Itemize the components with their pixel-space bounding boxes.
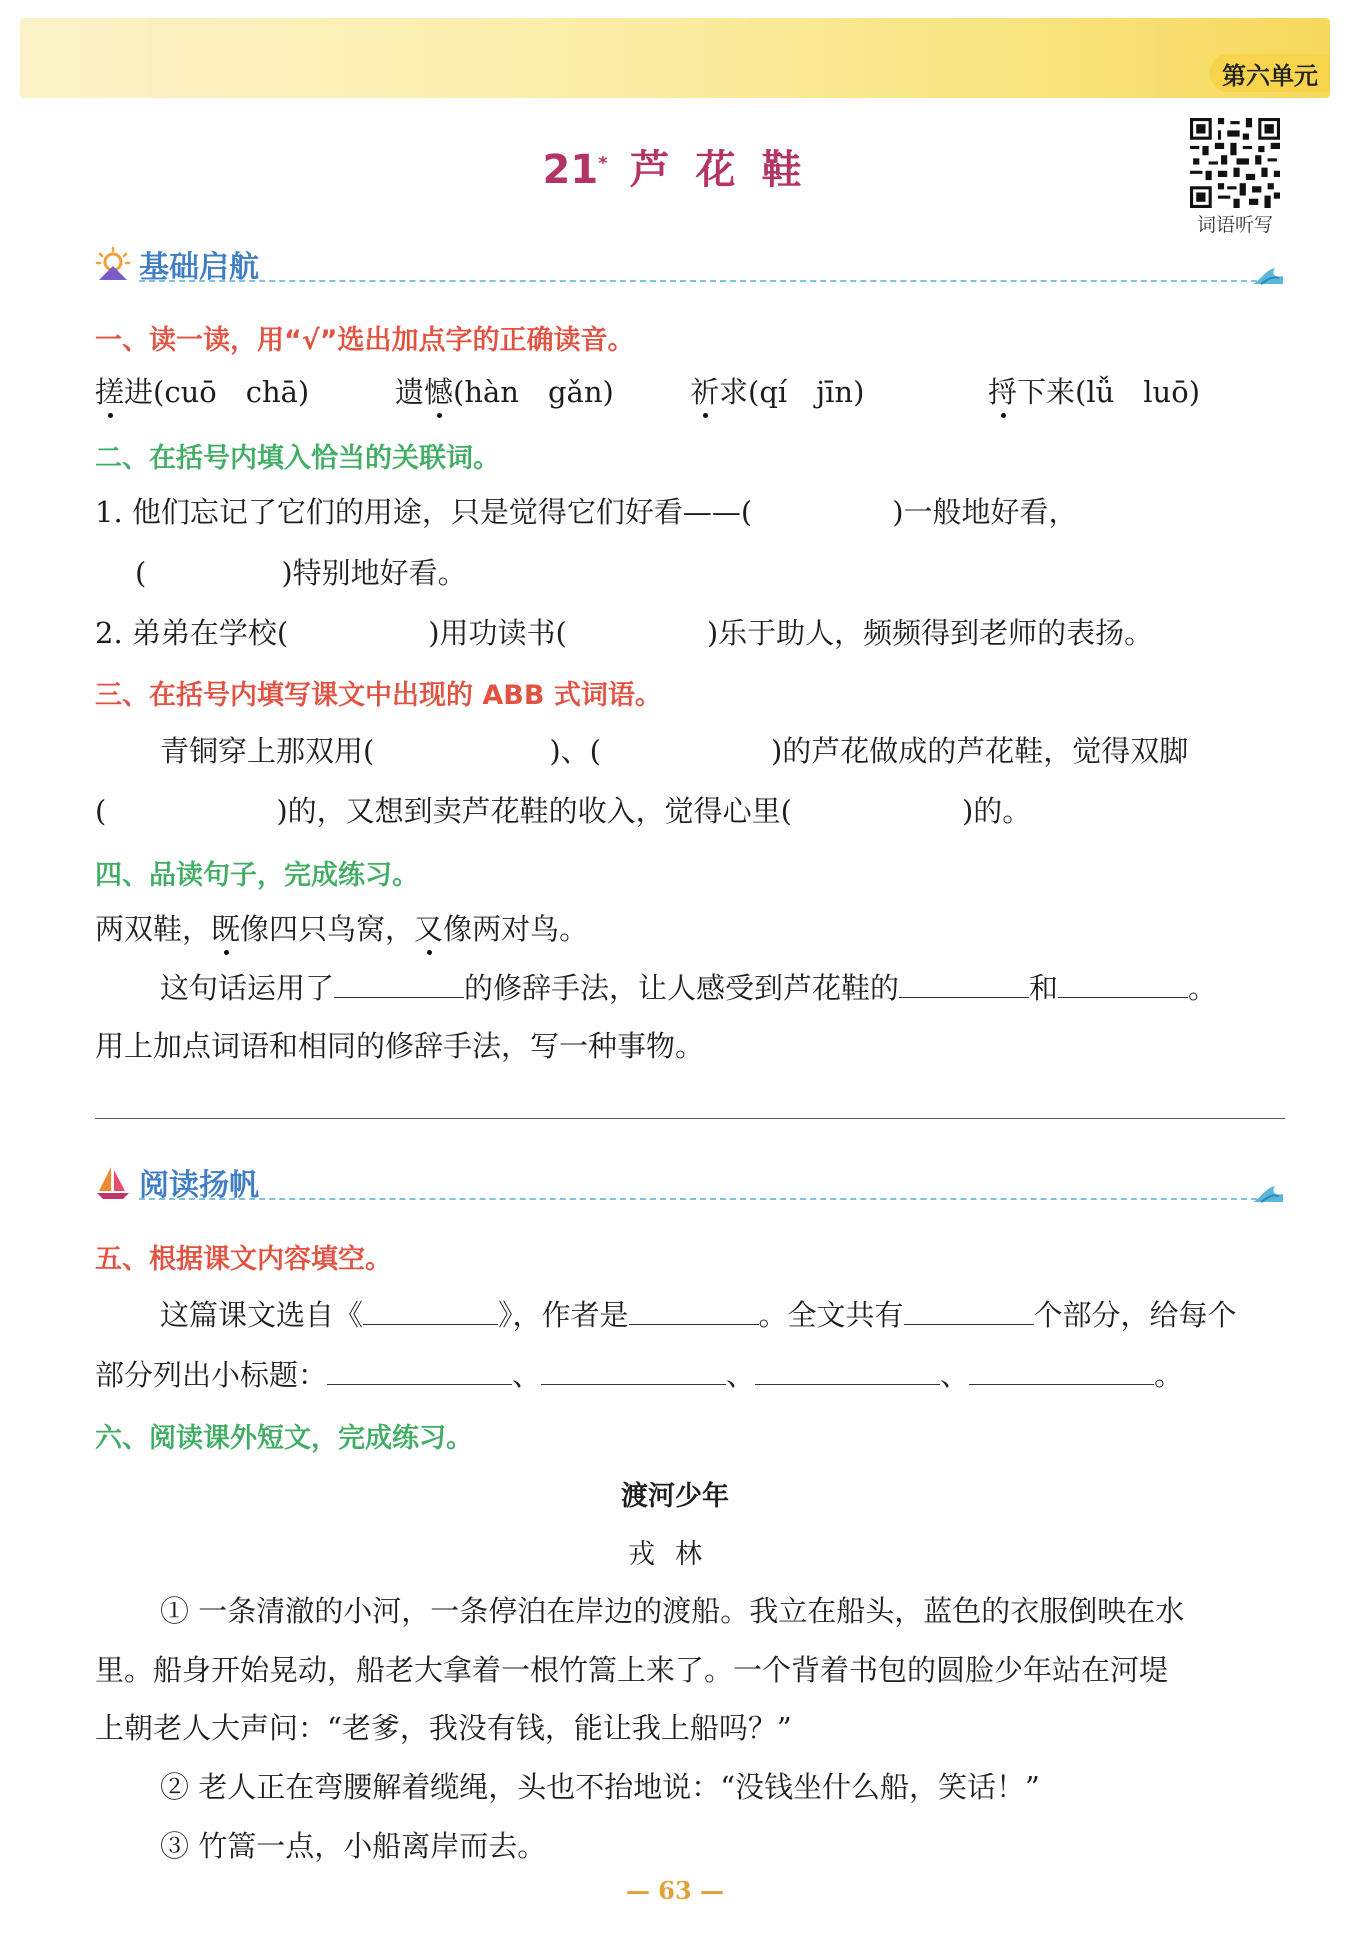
- answer-blank[interactable]: [327, 1358, 512, 1385]
- lesson-mark: *: [598, 152, 608, 174]
- article-paragraph-1-line-3: 上朝老人大声问：“老爹，我没有钱，能让我上船吗？”: [95, 1711, 792, 1745]
- section-reading-header: [95, 1160, 1285, 1204]
- dotted-char: 憾: [424, 372, 453, 412]
- q2-sentence-1-line-1: 1. 他们忘记了它们的用途，只是觉得它们好看——( )一般地好看，: [95, 495, 1078, 529]
- lesson-number: 21: [542, 147, 599, 193]
- q4-sentence: 两双鞋，既像四只鸟窝，又像两对鸟。: [95, 909, 588, 949]
- article-paragraph-1-line-2: 里。船身开始晃动，船老大拿着一根竹篙上来了。一个背着书包的圆脸少年站在河堤: [95, 1653, 1169, 1687]
- dotted-char: 祈: [690, 372, 719, 412]
- q1-item-3: 祈求(qí jīn): [690, 372, 864, 412]
- q3-line-2: ( )的，又想到卖芦花鞋的收入，觉得心里( )的。: [95, 794, 1032, 828]
- dotted-char: 搓: [95, 372, 124, 412]
- page-number: — 63 —: [625, 1876, 725, 1905]
- section-reading-label: 阅读扬帆: [139, 1168, 259, 1203]
- q5-line-1: 这篇课文选自《 》，作者是 。全文共有 个部分，给每个: [160, 1298, 1237, 1332]
- article-paragraph-3: ③ 竹篙一点，小船离岸而去。: [160, 1829, 547, 1863]
- section-reading-divider: [139, 1198, 1257, 1200]
- question-1-title: 一、读一读，用“√”选出加点字的正确读音。: [95, 325, 635, 356]
- article-title: 渡河少年: [621, 1481, 729, 1512]
- unit-tag: 第六单元: [1210, 54, 1330, 92]
- sailboat-icon: [95, 1164, 131, 1200]
- q4-line-2: 用上加点词语和相同的修辞手法，写一种事物。: [95, 1029, 705, 1063]
- question-5-title: 五、根据课文内容填空。: [95, 1244, 392, 1275]
- q2-sentence-2: 2. 弟弟在学校( )用功读书( )乐于助人，频频得到老师的表扬。: [95, 616, 1154, 650]
- dotted-char: 又: [414, 909, 443, 949]
- q4-answer-line[interactable]: [95, 1118, 1285, 1119]
- answer-blank[interactable]: [969, 1358, 1154, 1385]
- wave-icon: [1251, 1180, 1285, 1206]
- answer-blank[interactable]: [1058, 971, 1188, 998]
- answer-blank[interactable]: [363, 1298, 498, 1325]
- dotted-char: 捋: [988, 372, 1017, 412]
- lesson-title-text: 芦 花 鞋: [629, 147, 808, 193]
- article-paragraph-1-line-1: ① 一条清澈的小河，一条停泊在岸边的渡船。我立在船头，蓝色的衣服倒映在水: [160, 1594, 1185, 1628]
- q4-line-1: 这句话运用了 的修辞手法，让人感受到芦花鞋的 和 。: [160, 971, 1218, 1005]
- answer-blank[interactable]: [904, 1298, 1034, 1325]
- section-basic-divider: [139, 280, 1257, 282]
- question-3-title: 三、在括号内填写课文中出现的 ABB 式词语。: [95, 680, 662, 711]
- answer-blank[interactable]: [541, 1358, 726, 1385]
- q1-item-2: 遗憾(hàn gǎn): [395, 372, 614, 412]
- q5-line-2: 部分列出小标题： 、 、 、 。: [95, 1358, 1184, 1392]
- section-basic-label: 基础启航: [139, 250, 259, 285]
- q3-line-1: 青铜穿上那双用( )、( )的芦花做成的芦花鞋，觉得双脚: [160, 734, 1189, 768]
- wave-icon: [1251, 262, 1285, 288]
- q1-item-4: 捋下来(lǚ luō): [988, 372, 1200, 412]
- question-4-title: 四、品读句子，完成练习。: [95, 860, 419, 891]
- answer-blank[interactable]: [629, 1298, 759, 1325]
- article-paragraph-2: ② 老人正在弯腰解着缆绳，头也不抬地说：“没钱坐什么船，笑话！”: [160, 1770, 1040, 1804]
- question-2-title: 二、在括号内填入恰当的关联词。: [95, 443, 500, 474]
- article-author: 戎林: [628, 1539, 722, 1570]
- sun-house-icon: [95, 246, 131, 282]
- answer-blank[interactable]: [334, 971, 464, 998]
- question-6-title: 六、阅读课外短文，完成练习。: [95, 1423, 473, 1454]
- dotted-char: 既: [211, 909, 240, 949]
- lesson-title: [0, 138, 1350, 195]
- answer-blank[interactable]: [755, 1358, 940, 1385]
- q2-sentence-1-line-2: ( )特别地好看。: [135, 556, 467, 590]
- answer-blank[interactable]: [899, 971, 1029, 998]
- header-band: [20, 18, 1330, 98]
- qr-label: 词语听写: [1196, 214, 1273, 236]
- section-basic-header: [95, 242, 1285, 286]
- q1-item-1: 搓进(cuō chā): [95, 372, 309, 412]
- qr-code-icon[interactable]: [1190, 118, 1280, 208]
